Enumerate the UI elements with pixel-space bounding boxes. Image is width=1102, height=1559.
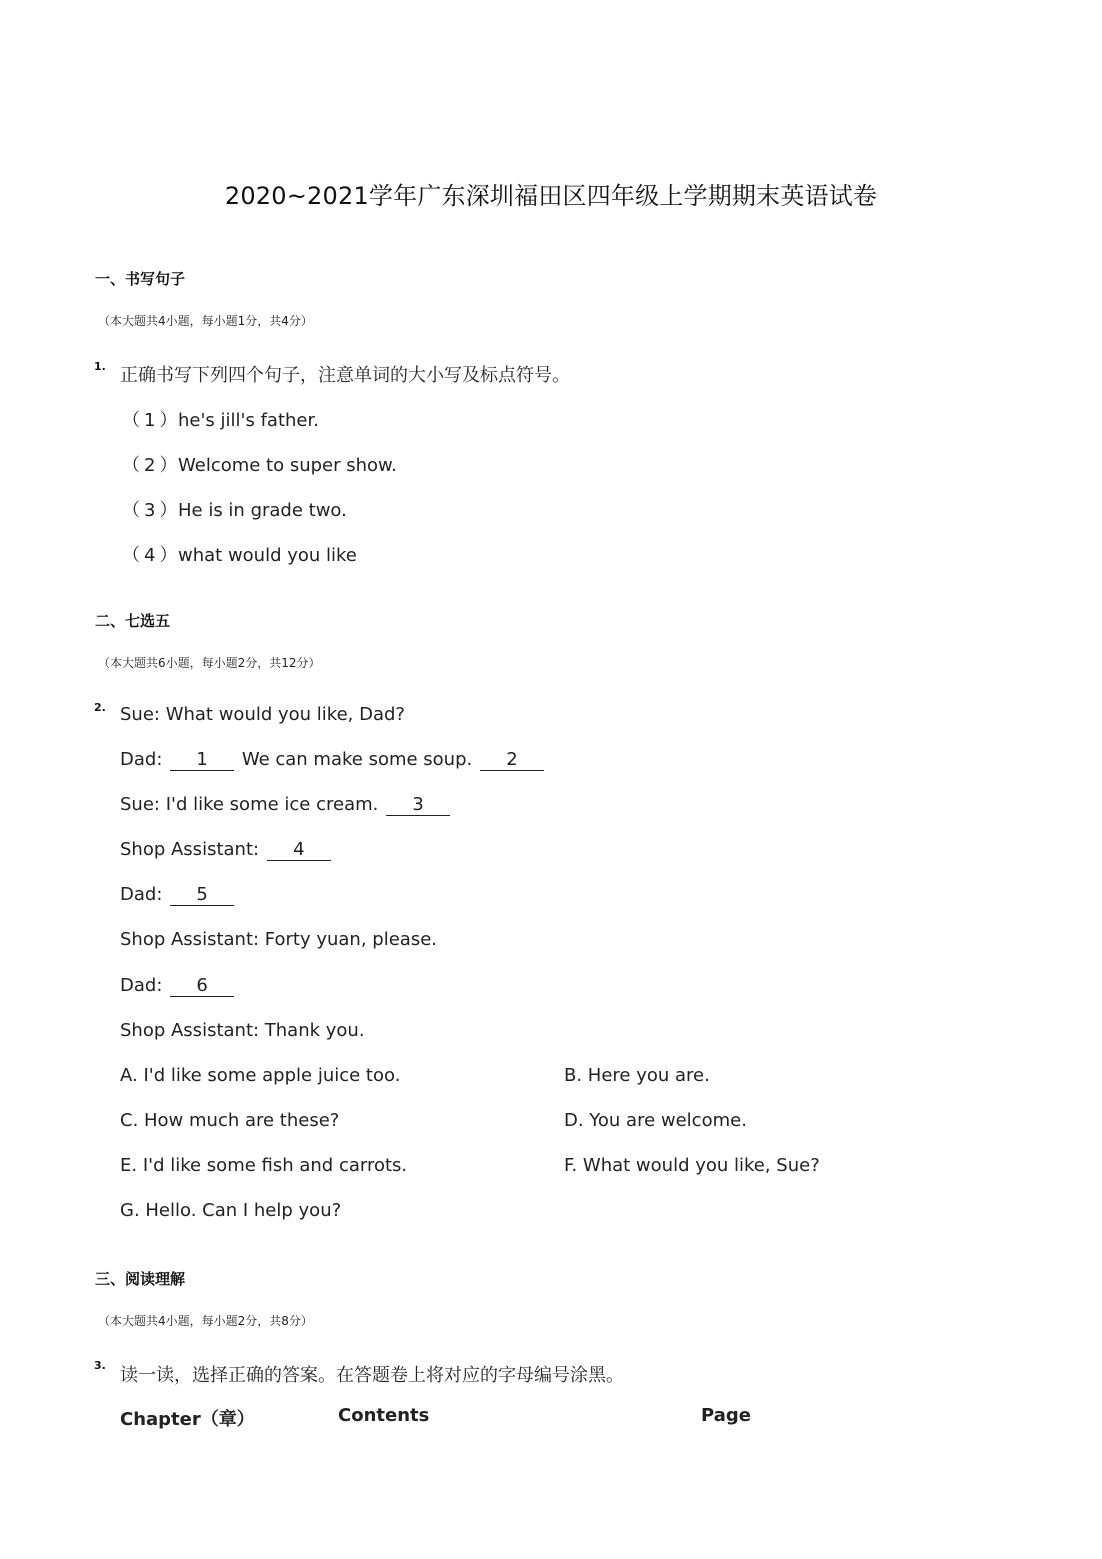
section-heading-seven-choose-five: 二、七选五 <box>95 612 171 630</box>
question-prompt-3: 读一读，选择正确的答案。在答题卷上将对应的字母编号涂黑。 <box>120 1365 624 1386</box>
dialogue-line <box>120 884 236 906</box>
answer-blank[interactable]: 6 <box>170 977 234 997</box>
section-note-seven-choose-five: （本大题共6小题，每小题2分，共12分） <box>98 656 321 670</box>
dialogue-line <box>120 794 452 816</box>
section-heading-reading: 三、阅读理解 <box>95 1270 186 1288</box>
speaker-label: Dad: <box>120 884 169 905</box>
dialogue-text: We can make some soup. <box>236 749 478 770</box>
sentence-item <box>122 541 357 567</box>
option-a: A. I'd like some apple juice too. <box>120 1065 401 1086</box>
sentence-item <box>122 406 319 432</box>
question-prompt-1: 正确书写下列四个句子，注意单词的大小写及标点符号。 <box>120 365 570 386</box>
exam-title: 2020~2021学年广东深圳福田区四年级上学期期末英语试卷 <box>224 182 878 210</box>
item-text: Welcome to super show. <box>178 455 397 476</box>
answer-blank[interactable]: 4 <box>267 841 331 861</box>
table-header-page: Page <box>701 1405 751 1426</box>
dialogue-line <box>120 975 236 997</box>
question-number-3: 3. <box>94 1359 106 1372</box>
dialogue-line: Shop Assistant: Thank you. <box>120 1020 365 1041</box>
answer-blank[interactable]: 5 <box>170 886 234 906</box>
table-header-contents: Contents <box>338 1405 430 1426</box>
option-g: G. Hello. Can I help you? <box>120 1200 342 1221</box>
dialogue-line: Shop Assistant: Forty yuan, please. <box>120 929 437 950</box>
dialogue-line <box>120 839 333 861</box>
option-f: F. What would you like, Sue? <box>564 1155 820 1176</box>
sentence-item <box>122 496 347 522</box>
answer-blank[interactable]: 1 <box>170 751 234 771</box>
item-number: （1） <box>122 410 182 431</box>
item-text: he's jill's father. <box>178 410 319 431</box>
speaker-label: Dad: <box>120 749 169 770</box>
item-text: He is in grade two. <box>178 500 347 521</box>
dialogue-line <box>120 749 546 771</box>
section-note-writing: （本大题共4小题，每小题1分，共4分） <box>98 314 313 328</box>
option-b: B. Here you are. <box>564 1065 710 1086</box>
question-number-2: 2. <box>94 701 106 714</box>
section-heading-writing: 一、书写句子 <box>95 270 186 288</box>
item-number: （3） <box>122 500 182 521</box>
question-number-1: 1. <box>94 360 106 373</box>
answer-blank[interactable]: 3 <box>386 796 450 816</box>
item-text: what would you like <box>178 545 357 566</box>
dialogue-text: Sue: I'd like some ice cream. <box>120 794 385 815</box>
table-header-chapter: Chapter（章） <box>120 1409 255 1430</box>
sentence-item <box>122 451 397 477</box>
answer-blank[interactable]: 2 <box>480 751 544 771</box>
option-e: E. I'd like some fish and carrots. <box>120 1155 408 1176</box>
option-c: C. How much are these? <box>120 1110 340 1131</box>
dialogue-line: Sue: What would you like, Dad? <box>120 704 405 725</box>
speaker-label: Shop Assistant: <box>120 839 265 860</box>
option-d: D. You are welcome. <box>564 1110 747 1131</box>
section-note-reading: （本大题共4小题，每小题2分，共8分） <box>98 1314 313 1328</box>
item-number: （2） <box>122 455 182 476</box>
speaker-label: Dad: <box>120 975 169 996</box>
item-number: （4） <box>122 545 182 566</box>
